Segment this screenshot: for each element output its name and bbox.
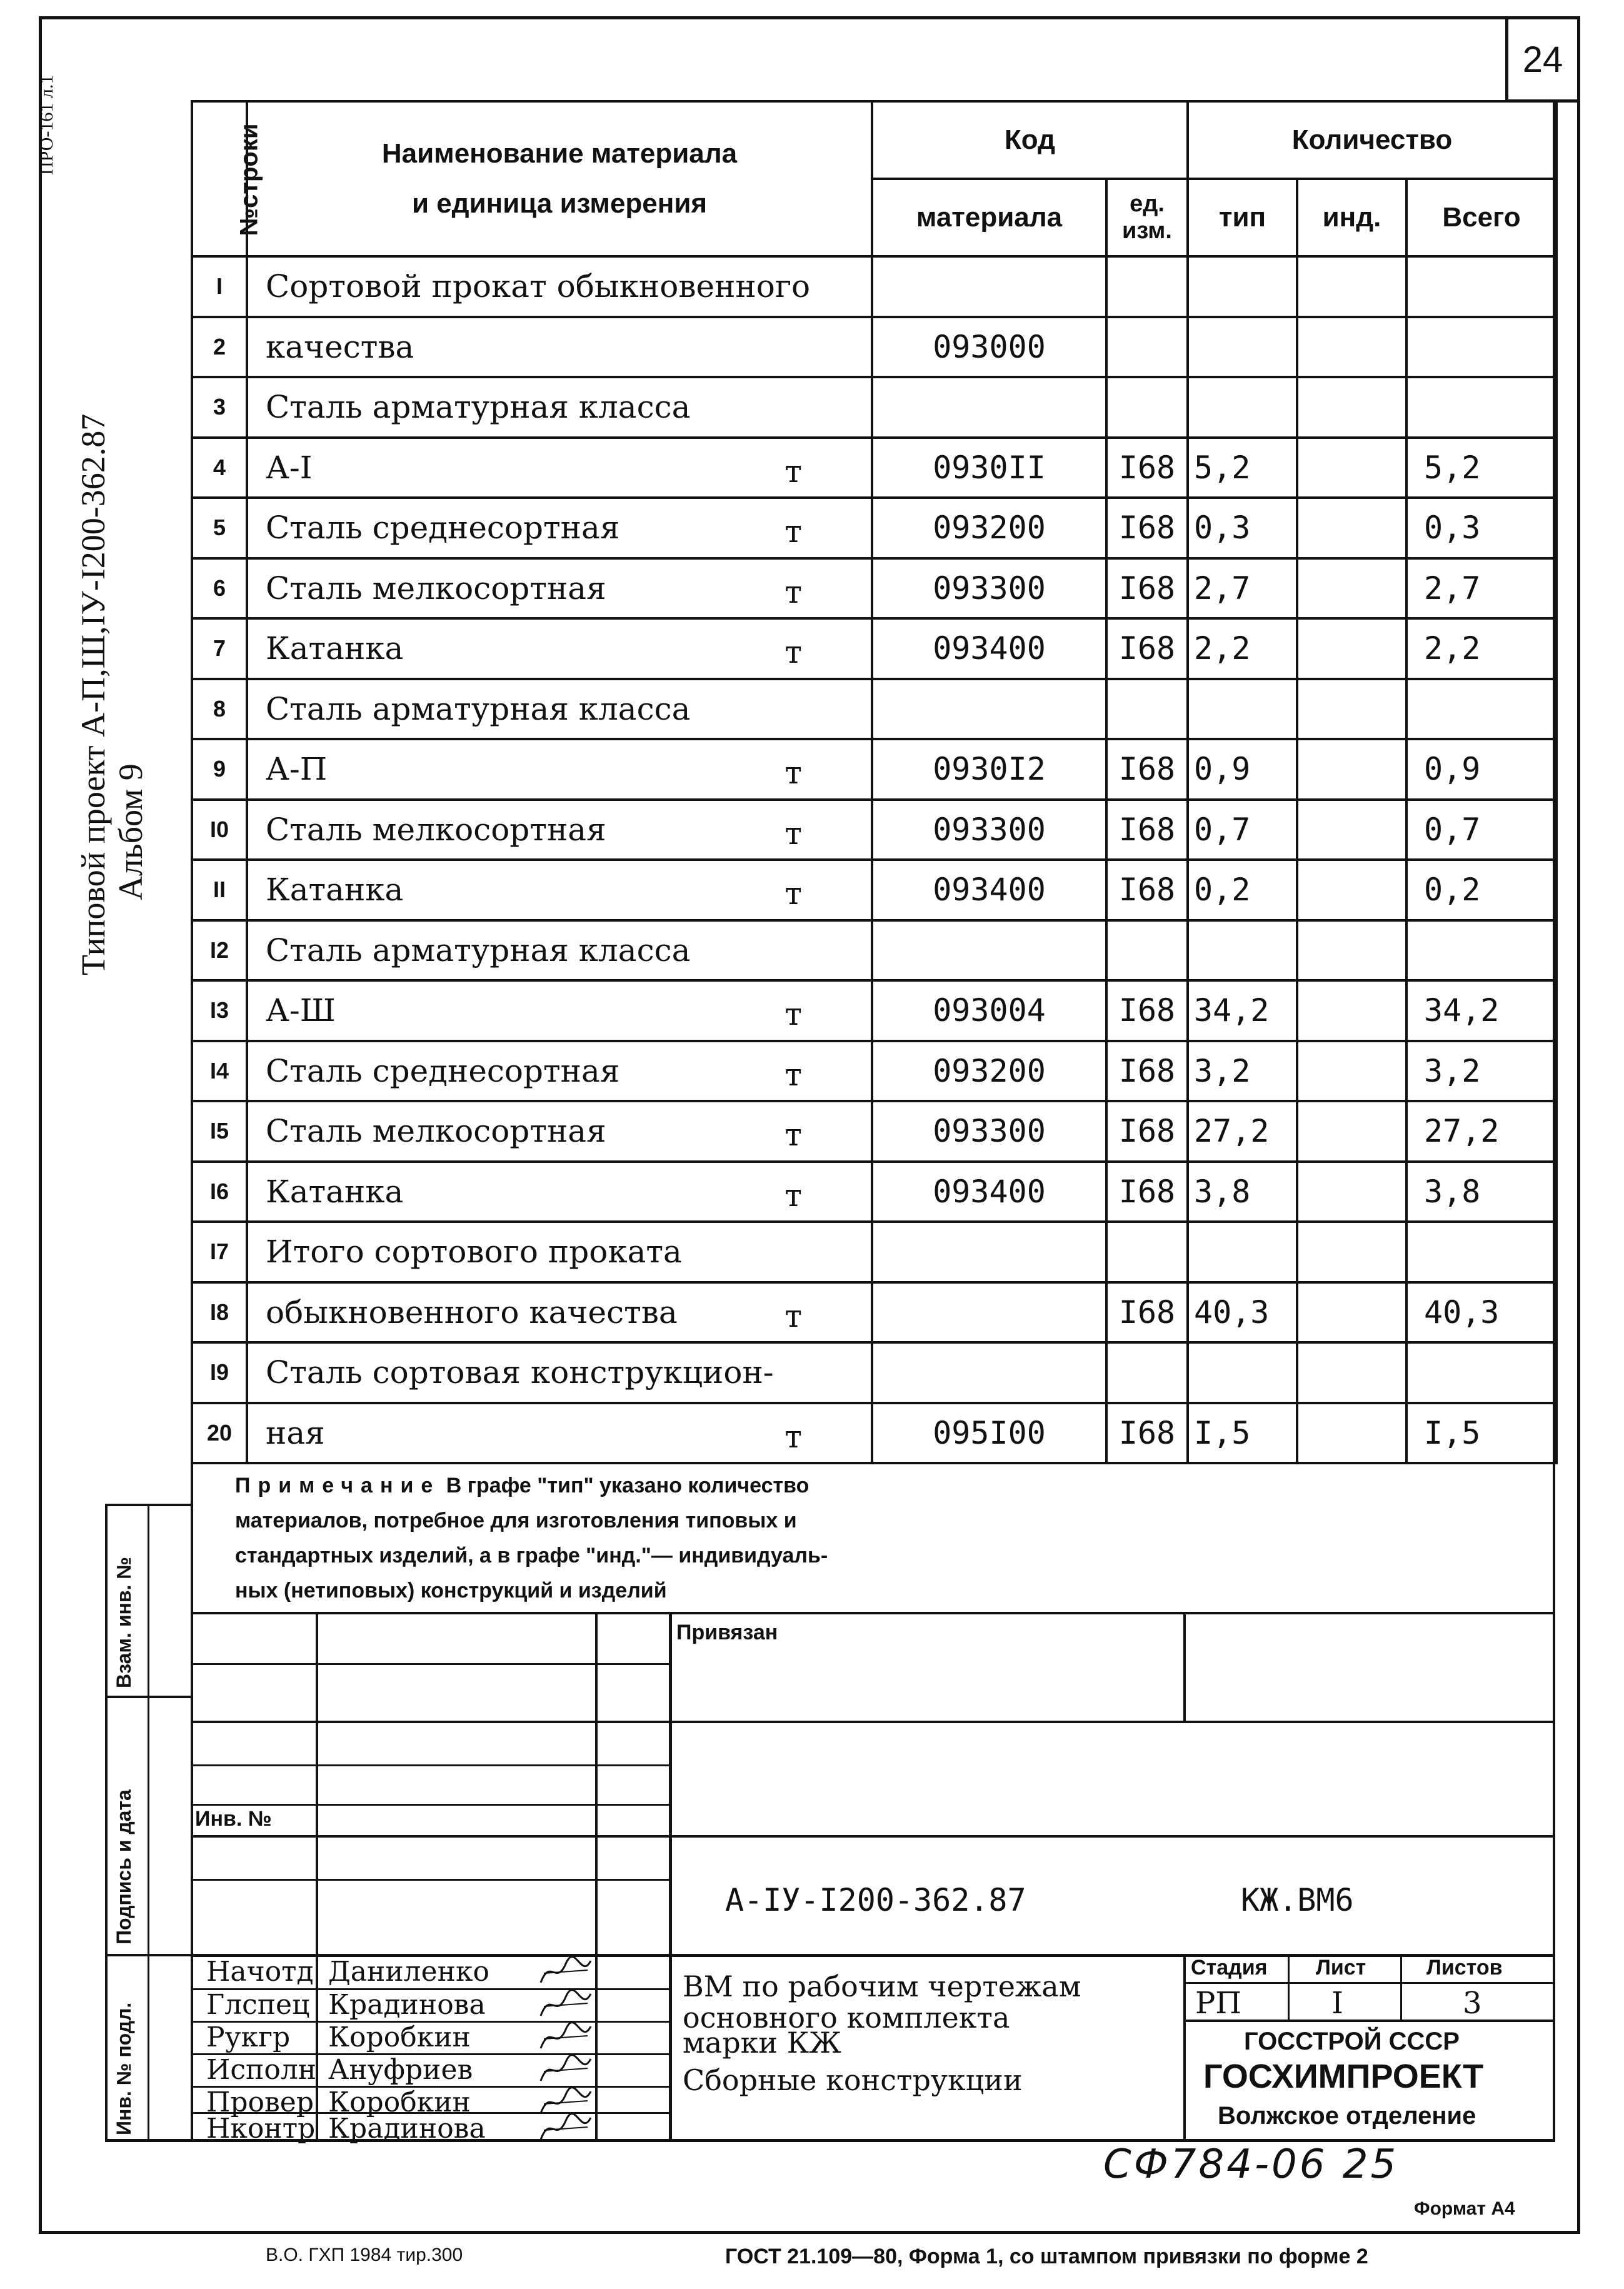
note-line4: ных (нетиповых) конструкций и изделий (235, 1579, 667, 1602)
unit-code: I68 (1106, 980, 1188, 1041)
signature-scribble-icon (538, 1988, 594, 2023)
signature-role: Глспец (206, 1989, 310, 2021)
material-name: Итого сортового проката (247, 1222, 872, 1282)
qty-total (1406, 1222, 1556, 1282)
material-code: 095I00 (872, 1403, 1106, 1464)
material-code (872, 377, 1106, 438)
material-code (872, 1222, 1106, 1282)
material-name: Сталь мелкосортная т (247, 558, 872, 619)
header-qty-total: Всего (1406, 179, 1556, 256)
unit-code: I68 (1106, 1403, 1188, 1464)
signature-scribble-icon (538, 2111, 594, 2146)
row-number: I (192, 256, 247, 317)
header-name: Наименование материала и единица измерения (247, 101, 872, 256)
material-name: Катанка т (247, 618, 872, 679)
qty-ind (1297, 377, 1406, 438)
qty-ind (1297, 498, 1406, 558)
qty-type: 0,2 (1188, 860, 1297, 920)
material-name: качества (247, 317, 872, 378)
material-name: А-П т (247, 739, 872, 800)
unit-code: I68 (1106, 800, 1188, 860)
row-number: I5 (192, 1101, 247, 1162)
signature-name: Коробкин (328, 2086, 471, 2118)
signature-name: Ануфриев (328, 2054, 473, 2086)
row-number: 5 (192, 498, 247, 558)
material-code: 093300 (872, 1101, 1106, 1162)
inv-no-label: Инв. № (195, 1807, 272, 1831)
qty-type: 2,2 (1188, 618, 1297, 679)
signature-scribble-icon (538, 2053, 594, 2088)
note-bottom-line (191, 1612, 1555, 1614)
material-code: 093004 (872, 980, 1106, 1041)
header-code-unit: ед. изм. (1106, 179, 1188, 256)
table-row (192, 618, 1556, 679)
sheet-value: I (1331, 1986, 1343, 2021)
material-name: Сталь арматурная класса (247, 377, 872, 438)
unit-code: I68 (1106, 1282, 1188, 1343)
sheets-label: Листов (1426, 1956, 1503, 1980)
material-code (872, 920, 1106, 981)
unit-code (1106, 920, 1188, 981)
unit-code: I68 (1106, 739, 1188, 800)
table-row (192, 860, 1556, 920)
qty-ind (1297, 1222, 1406, 1282)
row-number: I3 (192, 980, 247, 1041)
material-code: 0930I2 (872, 739, 1106, 800)
unit-label: т (784, 1297, 802, 1334)
qty-ind (1297, 1342, 1406, 1403)
qty-total: 2,7 (1406, 558, 1556, 619)
unit-code (1106, 1222, 1188, 1282)
signature-role: Провер (206, 2086, 314, 2118)
qty-ind (1297, 1282, 1406, 1343)
doc-mark: КЖ.ВМ6 (1241, 1882, 1354, 1918)
unit-code: I68 (1106, 438, 1188, 498)
unit-code: I68 (1106, 860, 1188, 920)
row-number: I6 (192, 1162, 247, 1222)
material-name: обыкновенного качества т (247, 1282, 872, 1343)
material-name: Сортовой прокат обыкновенного (247, 256, 872, 317)
qty-total: 34,2 (1406, 980, 1556, 1041)
side-stamp-inv: Инв. № подл. (113, 2002, 135, 2135)
side-album: Альбом 9 (112, 763, 149, 900)
qty-total: 3,2 (1406, 1041, 1556, 1102)
material-name: ная т (247, 1403, 872, 1464)
table-row (192, 1342, 1556, 1403)
privyazan-label: Привязан (676, 1621, 778, 1644)
qty-type (1188, 679, 1297, 740)
qty-total: 0,3 (1406, 498, 1556, 558)
side-stamp-vzam: Взам. инв. № (113, 1557, 135, 1688)
header-row-no: №строки (192, 101, 247, 256)
row-number: 4 (192, 438, 247, 498)
table-row (192, 980, 1556, 1041)
material-code (872, 1342, 1106, 1403)
signature-role: Нконтр (206, 2113, 316, 2145)
org-gosstroy: ГОССТРОЙ СССР (1244, 2028, 1460, 2055)
row-number: 2 (192, 317, 247, 378)
side-stamp-left (105, 1504, 108, 2141)
note-line1: В графе "тип" указано количество (446, 1474, 809, 1497)
table-row (192, 1162, 1556, 1222)
material-code (872, 1282, 1106, 1343)
table-row (192, 256, 1556, 317)
material-name: Сталь среднесортная т (247, 498, 872, 558)
qty-type (1188, 317, 1297, 378)
material-name: А-I т (247, 438, 872, 498)
qty-type: 40,3 (1188, 1282, 1297, 1343)
table-row (192, 920, 1556, 981)
qty-type (1188, 256, 1297, 317)
header-code: Код (872, 101, 1188, 179)
material-code: 093200 (872, 498, 1106, 558)
org-branch: Волжское отделение (1218, 2102, 1476, 2130)
qty-ind (1297, 317, 1406, 378)
material-code: 093300 (872, 558, 1106, 619)
footer-left: В.О. ГХП 1984 тир.300 (266, 2245, 463, 2265)
title-line2: основного комплекта (683, 2001, 1010, 2035)
row-number: I8 (192, 1282, 247, 1343)
qty-type: 0,7 (1188, 800, 1297, 860)
qty-ind (1297, 438, 1406, 498)
stamp-h6 (191, 1879, 671, 1881)
qty-ind (1297, 800, 1406, 860)
row-number: 3 (192, 377, 247, 438)
signature-name: Крадинова (328, 2113, 486, 2145)
table-row (192, 498, 1556, 558)
header-row-1 (192, 101, 1556, 179)
qty-ind (1297, 980, 1406, 1041)
signature-role: Исполн (206, 2054, 317, 2086)
unit-code (1106, 377, 1188, 438)
header-qty-type: тип (1188, 179, 1297, 256)
signature-role: Рукгр (206, 2021, 291, 2053)
qty-ind (1297, 1403, 1406, 1464)
material-name: Катанка т (247, 860, 872, 920)
note-line3: стандартных изделий, а в графе "инд."— индивидуаль- (235, 1544, 828, 1567)
row-number: I2 (192, 920, 247, 981)
page-number: 24 (1505, 16, 1580, 103)
qty-ind (1297, 679, 1406, 740)
table-row (192, 558, 1556, 619)
qty-ind (1297, 1101, 1406, 1162)
unit-code: I68 (1106, 1101, 1188, 1162)
stamp-h5 (191, 1835, 1555, 1838)
doc-code: А-IУ-I200-362.87 (725, 1882, 1026, 1918)
table-row (192, 317, 1556, 378)
unit-label: т (784, 513, 802, 550)
qty-type: I,5 (1188, 1403, 1297, 1464)
qty-total (1406, 377, 1556, 438)
unit-label: т (784, 634, 802, 671)
table-row (192, 1222, 1556, 1282)
note-block (235, 1468, 1548, 1608)
table-row (192, 679, 1556, 740)
signature-name: Коробкин (328, 2021, 471, 2053)
side-project-title: Типовой проект А-П,Ш,IУ-I200-362.87 (74, 413, 112, 975)
title-line3: марки КЖ (683, 2026, 841, 2060)
stage-h1 (1183, 1982, 1555, 1984)
unit-code: I68 (1106, 558, 1188, 619)
sheet-label: Лист (1316, 1956, 1366, 1980)
material-code (872, 679, 1106, 740)
stamp-h4 (191, 1804, 671, 1806)
unit-label: т (784, 815, 802, 852)
row-number: 9 (192, 739, 247, 800)
row-number: 8 (192, 679, 247, 740)
stamp-h1 (191, 1663, 671, 1665)
qty-total: 5,2 (1406, 438, 1556, 498)
qty-ind (1297, 1041, 1406, 1102)
unit-label: т (784, 573, 802, 610)
sheets-value: 3 (1463, 1986, 1482, 2021)
table-row (192, 1403, 1556, 1464)
table-row (192, 377, 1556, 438)
stamp-col-main (669, 1614, 672, 2141)
table-row (192, 1101, 1556, 1162)
table-row (192, 1041, 1556, 1102)
material-code: 0930II (872, 438, 1106, 498)
qty-type: 27,2 (1188, 1101, 1297, 1162)
signature-scribble-icon (538, 2020, 594, 2055)
unit-code (1106, 679, 1188, 740)
material-name: Катанка т (247, 1162, 872, 1222)
unit-code: I68 (1106, 1162, 1188, 1222)
side-stamp-mid (148, 1504, 149, 2141)
unit-label: т (784, 1117, 802, 1154)
qty-type: 34,2 (1188, 980, 1297, 1041)
org-goskhimproekt: ГОСХИМПРОЕКТ (1203, 2058, 1484, 2095)
material-name: Сталь арматурная класса (247, 920, 872, 981)
qty-type: 3,2 (1188, 1041, 1297, 1102)
row-number: I9 (192, 1342, 247, 1403)
qty-ind (1297, 739, 1406, 800)
material-name: Сталь среднесортная т (247, 1041, 872, 1102)
qty-type: 0,9 (1188, 739, 1297, 800)
table-row (192, 1282, 1556, 1343)
qty-ind (1297, 558, 1406, 619)
handwritten-number: СФ784-06 25 (1103, 2141, 1399, 2188)
unit-label: т (784, 1177, 802, 1214)
row-number: 7 (192, 618, 247, 679)
qty-type: 5,2 (1188, 438, 1297, 498)
unit-label: т (784, 996, 802, 1033)
table-row (192, 438, 1556, 498)
stage-v2 (1400, 1954, 1402, 2020)
material-code (872, 256, 1106, 317)
unit-label: т (784, 453, 802, 490)
material-code: 093300 (872, 800, 1106, 860)
material-code: 093200 (872, 1041, 1106, 1102)
unit-code (1106, 1342, 1188, 1403)
stamp-left-border (191, 1447, 193, 2141)
material-code: 093400 (872, 1162, 1106, 1222)
material-code: 093400 (872, 618, 1106, 679)
unit-code: I68 (1106, 498, 1188, 558)
qty-total: 0,9 (1406, 739, 1556, 800)
qty-type: 3,8 (1188, 1162, 1297, 1222)
unit-label: т (784, 755, 802, 792)
qty-total: 40,3 (1406, 1282, 1556, 1343)
header-code-material: материала (872, 179, 1106, 256)
stamp-h3 (191, 1764, 671, 1766)
signature-role: Начотд (206, 1956, 314, 1988)
qty-total (1406, 679, 1556, 740)
qty-total: I,5 (1406, 1403, 1556, 1464)
side-stamp-podpis: Подпись и дата (113, 1789, 135, 1944)
unit-code (1106, 317, 1188, 378)
qty-ind (1297, 1162, 1406, 1222)
stamp-privyazan-right (1183, 1614, 1186, 1721)
material-code: 093400 (872, 860, 1106, 920)
qty-type: 0,3 (1188, 498, 1297, 558)
qty-total: 27,2 (1406, 1101, 1556, 1162)
unit-label: т (784, 1418, 802, 1455)
signature-name: Крадинова (328, 1989, 486, 2021)
qty-type: 2,7 (1188, 558, 1297, 619)
stamp-col2 (595, 1614, 598, 2141)
qty-type (1188, 1222, 1297, 1282)
qty-total (1406, 920, 1556, 981)
stage-value: РП (1195, 1986, 1242, 2021)
side-small-code: ПРО-161 л.1 (36, 74, 57, 175)
material-name: Сталь арматурная класса (247, 679, 872, 740)
note-line2: материалов, потребное для изготовления типовых и (235, 1509, 797, 1532)
signature-scribble-icon (538, 1954, 594, 1990)
note-title: Примечание (235, 1474, 441, 1497)
row-number: 6 (192, 558, 247, 619)
unit-code: I68 (1106, 1041, 1188, 1102)
qty-total: 3,8 (1406, 1162, 1556, 1222)
specification-table (191, 100, 1558, 1464)
qty-total (1406, 1342, 1556, 1403)
qty-total: 0,7 (1406, 800, 1556, 860)
qty-type (1188, 1342, 1297, 1403)
qty-total: 2,2 (1406, 618, 1556, 679)
unit-code (1106, 256, 1188, 317)
stage-v1 (1288, 1954, 1290, 2020)
signature-name: Даниленко (328, 1956, 489, 1988)
qty-total (1406, 256, 1556, 317)
material-name: А-Ш т (247, 980, 872, 1041)
qty-ind (1297, 860, 1406, 920)
footer-right: ГОСТ 21.109—80, Форма 1, со штампом привязки по форме 2 (725, 2245, 1368, 2268)
qty-ind (1297, 920, 1406, 981)
qty-total: 0,2 (1406, 860, 1556, 920)
unit-label: т (784, 875, 802, 912)
table-row (192, 800, 1556, 860)
format-label: Формат А4 (1414, 2198, 1515, 2219)
material-name: Сталь мелкосортная т (247, 1101, 872, 1162)
material-name: Сталь мелкосортная т (247, 800, 872, 860)
title-line1: ВМ по рабочим чертежам (683, 1970, 1081, 2003)
unit-code: I68 (1106, 618, 1188, 679)
qty-type (1188, 920, 1297, 981)
row-number: I7 (192, 1222, 247, 1282)
row-number: I4 (192, 1041, 247, 1102)
row-number: II (192, 860, 247, 920)
row-number: 20 (192, 1403, 247, 1464)
table-row (192, 739, 1556, 800)
stamp-h2 (191, 1721, 1555, 1723)
qty-ind (1297, 256, 1406, 317)
material-name: Сталь сортовая конструкцион- (247, 1342, 872, 1403)
stage-label: Стадия (1191, 1956, 1268, 1980)
material-code: 093000 (872, 317, 1106, 378)
header-qty-ind: инд. (1297, 179, 1406, 256)
row-number: I0 (192, 800, 247, 860)
unit-label: т (784, 1056, 802, 1093)
qty-ind (1297, 618, 1406, 679)
header-quantity: Количество (1188, 101, 1556, 179)
title-line4: Сборные конструкции (683, 2063, 1023, 2097)
qty-total (1406, 317, 1556, 378)
qty-type (1188, 377, 1297, 438)
